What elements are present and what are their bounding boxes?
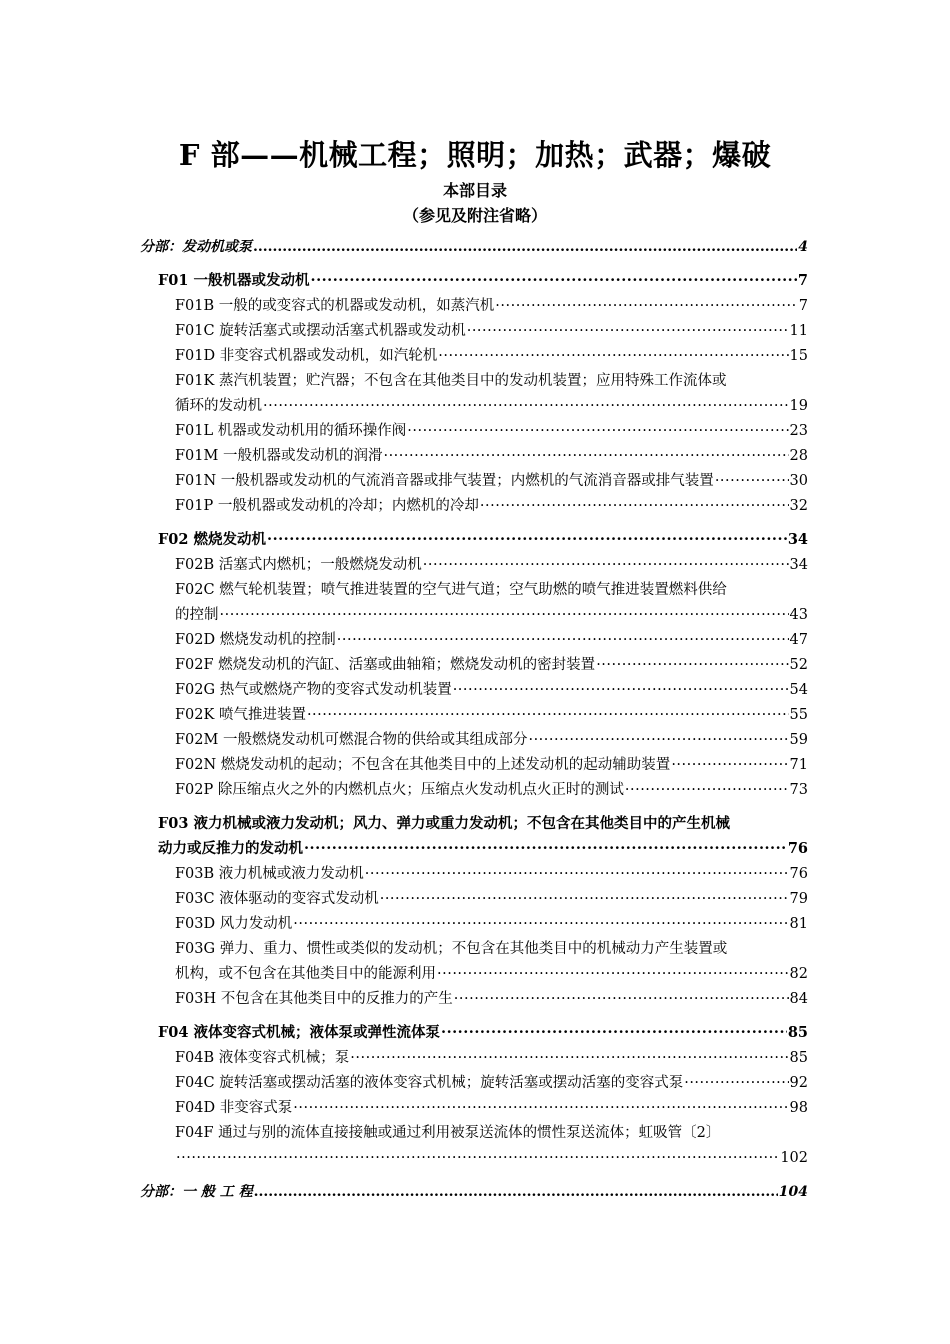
toc-page-number: 82 [789, 966, 808, 982]
leader-dots [350, 1048, 788, 1068]
leader-dots [495, 296, 797, 316]
toc-subclass-f04f[interactable] [175, 1148, 808, 1168]
leader-dots [307, 705, 789, 725]
toc-page-number: 81 [789, 916, 808, 932]
toc-entry-label: F02F 燃烧发动机的汽缸、活塞或曲轴箱；燃烧发动机的密封装置 [175, 657, 596, 673]
leader-dots [176, 1148, 779, 1168]
toc-subclass-f02b[interactable] [175, 555, 808, 575]
toc-entry-label: F01B 一般的或变容式的机器或发动机，如蒸汽机 [175, 298, 495, 314]
toc-subclass-f04c[interactable] [175, 1073, 808, 1093]
toc-page-number: 85 [787, 1024, 808, 1041]
toc-page-number: 15 [789, 348, 808, 364]
toc-subclass-f02k[interactable] [175, 705, 808, 725]
toc-entry-label: F03B 液力机械或液力发动机 [175, 866, 364, 882]
toc-class-f03-line1[interactable]: F03 液力机械或液力发动机；风力、弹力或重力发动机；不包含在其他类目中的产生机械 [158, 815, 731, 832]
toc-subclass-f04f-line1[interactable]: F04F 通过与别的流体直接接触或通过利用被泵送流体的惯性泵送流体；虹吸管〔2〕 [175, 1125, 721, 1141]
toc-entry-label: F01D 非变容式机器或发动机，如汽轮机 [175, 348, 438, 364]
toc-subclass-f02c-line1[interactable]: F02C 燃气轮机装置；喷气推进装置的空气进气道；空气助燃的喷气推进装置燃料供给 [175, 582, 727, 598]
toc-entry-label: F03C 液体驱动的变容式发动机 [175, 891, 379, 907]
leader-dots [383, 446, 788, 466]
toc-subclass-f03b[interactable] [175, 864, 808, 884]
toc-page-number: 76 [789, 866, 808, 882]
toc-entry-label: F04D 非变容式泵 [175, 1100, 293, 1116]
toc-page-number: 104 [778, 1184, 808, 1200]
toc-page-number: 76 [787, 840, 808, 857]
toc-subclass-f01m[interactable] [175, 446, 808, 466]
leader-dots [438, 346, 788, 366]
toc-subclass-f01n[interactable] [175, 471, 808, 491]
toc-page-number: 54 [789, 682, 808, 698]
toc-page-number: 4 [798, 239, 808, 255]
leader-dots [254, 1182, 778, 1202]
leader-dots [684, 1073, 788, 1093]
toc-subclass-f02c[interactable] [175, 605, 808, 625]
toc-division-engines-pumps[interactable] [140, 237, 808, 257]
toc-subclass-f03d[interactable] [175, 914, 808, 934]
toc-subclass-f02g[interactable] [175, 680, 808, 700]
toc-entry-label: 循环的发动机 [175, 398, 262, 414]
leader-dots [441, 1023, 787, 1043]
toc-entry-label: F03D 风力发动机 [175, 916, 293, 932]
toc-subclass-f02m[interactable] [175, 730, 808, 750]
toc-entry-label: F01C 旋转活塞式或摆动活塞式机器或发动机 [175, 323, 466, 339]
toc-subclass-f04d[interactable] [175, 1098, 808, 1118]
toc-note: （参见及附注省略） [402, 206, 547, 225]
leader-dots [337, 630, 789, 650]
leader-dots [671, 755, 788, 775]
toc-entry-label: F02D 燃烧发动机的控制 [175, 632, 336, 648]
leader-dots [311, 271, 797, 291]
leader-dots [625, 780, 789, 800]
leader-dots [253, 237, 797, 257]
toc-subclass-f01c[interactable] [175, 321, 808, 341]
toc-subclass-f01p[interactable] [175, 496, 808, 516]
toc-entry-label: F01L 机器或发动机用的循环操作阀 [175, 423, 407, 439]
toc-page-number: 98 [789, 1100, 808, 1116]
leader-dots [437, 964, 789, 984]
toc-page-number: 11 [789, 323, 808, 339]
leader-dots [267, 530, 787, 550]
toc-page-number: 59 [789, 732, 808, 748]
leader-dots [293, 914, 788, 934]
toc-class-f03[interactable] [158, 839, 808, 859]
toc-entry-label: F04B 液体变容式机械；泵 [175, 1050, 350, 1066]
toc-subclass-f01d[interactable] [175, 346, 808, 366]
toc-page-number: 30 [789, 473, 808, 489]
toc-entry-label: 动力或反推力的发动机 [158, 840, 303, 857]
toc-page-number: 28 [789, 448, 808, 464]
toc-entry-label: F01P 一般机器或发动机的冷却；内燃机的冷却 [175, 498, 479, 514]
toc-division-general-engineering[interactable] [140, 1182, 808, 1202]
toc-page-number: 73 [789, 782, 808, 798]
toc-subclass-f02d[interactable] [175, 630, 808, 650]
toc-entry-label: F02B 活塞式内燃机；一般燃烧发动机 [175, 557, 422, 573]
leader-dots [293, 1098, 788, 1118]
toc-class-f02[interactable] [158, 530, 808, 550]
toc-page-number: 7 [797, 272, 808, 289]
toc-entry-label: F02G 热气或燃烧产物的变容式发动机装置 [175, 682, 452, 698]
toc-entry-label: F02K 喷气推进装置 [175, 707, 306, 723]
toc-entry-label: F01 一般机器或发动机 [158, 272, 310, 289]
toc-entry-label: 的控制 [175, 607, 219, 623]
toc-class-f01[interactable] [158, 271, 808, 291]
toc-entry-label: F02M 一般燃烧发动机可燃混合物的供给或其组成部分 [175, 732, 528, 748]
toc-page-number: 79 [789, 891, 808, 907]
toc-entry-label: 分部：发动机或泵 [140, 239, 252, 255]
toc-subclass-f01k-line1[interactable]: F01K 蒸汽机装置；贮汽器；不包含在其他类目中的发动机装置；应用特殊工作流体或 [175, 373, 727, 389]
leader-dots [467, 321, 789, 341]
toc-page-number: 85 [789, 1050, 808, 1066]
toc-page-number: 47 [789, 632, 808, 648]
toc-page-number: 102 [780, 1150, 808, 1166]
toc-class-f04[interactable] [158, 1023, 808, 1043]
leader-dots [263, 396, 789, 416]
toc-entry-label: F04 液体变容式机械；液体泵或弹性流体泵 [158, 1024, 441, 1041]
toc-subclass-f01l[interactable] [175, 421, 808, 441]
toc-subclass-f03h[interactable] [175, 989, 808, 1009]
toc-entry-label: F02 燃烧发动机 [158, 531, 267, 548]
toc-page-number: 52 [789, 657, 808, 673]
leader-dots [453, 680, 789, 700]
leader-dots [220, 605, 789, 625]
toc-subclass-f02p[interactable] [175, 780, 808, 800]
page-title: F 部——机械工程；照明；加热；武器；爆破 [178, 138, 772, 172]
toc-entry-label: F01N 一般机器或发动机的气流消音器或排气装置；内燃机的气流消音器或排气装置 [175, 473, 714, 489]
toc-page-number: 34 [787, 531, 808, 548]
toc-subclass-f03c[interactable] [175, 889, 808, 909]
leader-dots [423, 555, 789, 575]
leader-dots [304, 839, 787, 859]
toc-entry-label: 机构，或不包含在其他类目中的能源利用 [175, 966, 436, 982]
leader-dots [454, 989, 789, 1009]
toc-entry-label: F02N 燃烧发动机的起动；不包含在其他类目中的上述发动机的起动辅助装置 [175, 757, 671, 773]
toc-entry-label: 分部：一 般 工 程 [140, 1184, 253, 1200]
toc-subclass-f01b[interactable] [175, 296, 808, 316]
toc-page-number: 92 [789, 1075, 808, 1091]
toc-subclass-f01k[interactable] [175, 396, 808, 416]
leader-dots [365, 864, 789, 884]
toc-page-number: 55 [789, 707, 808, 723]
toc-heading: 本部目录 [442, 181, 507, 200]
toc-page-number: 71 [789, 757, 808, 773]
leader-dots [596, 655, 788, 675]
toc-page-number: 32 [789, 498, 808, 514]
toc-page-number: 19 [789, 398, 808, 414]
toc-page-number: 34 [789, 557, 808, 573]
leader-dots [380, 889, 789, 909]
toc-page-number: 43 [789, 607, 808, 623]
toc-entry-label: F01M 一般机器或发动机的润滑 [175, 448, 383, 464]
toc-subclass-f03g[interactable] [175, 964, 808, 984]
toc-entry-label: F02P 除压缩点火之外的内燃机点火；压缩点火发动机点火正时的测试 [175, 782, 624, 798]
leader-dots [407, 421, 788, 441]
toc-entry-label: F03H 不包含在其他类目中的反推力的产生 [175, 991, 453, 1007]
toc-subclass-f02f[interactable] [175, 655, 808, 675]
leader-dots [715, 471, 789, 491]
toc-subclass-f03g-line1[interactable]: F03G 弹力、重力、惯性或类似的发动机；不包含在其他类目中的机械动力产生装置或 [175, 941, 728, 957]
toc-subclass-f04b[interactable] [175, 1048, 808, 1068]
toc-page-number: 7 [798, 298, 808, 314]
toc-entry-label: F04C 旋转活塞或摆动活塞的液体变容式机械；旋转活塞或摆动活塞的变容式泵 [175, 1075, 684, 1091]
leader-dots [480, 496, 789, 516]
toc-page-number: 84 [789, 991, 808, 1007]
leader-dots [528, 730, 788, 750]
toc-subclass-f02n[interactable] [175, 755, 808, 775]
toc-page-number: 23 [789, 423, 808, 439]
